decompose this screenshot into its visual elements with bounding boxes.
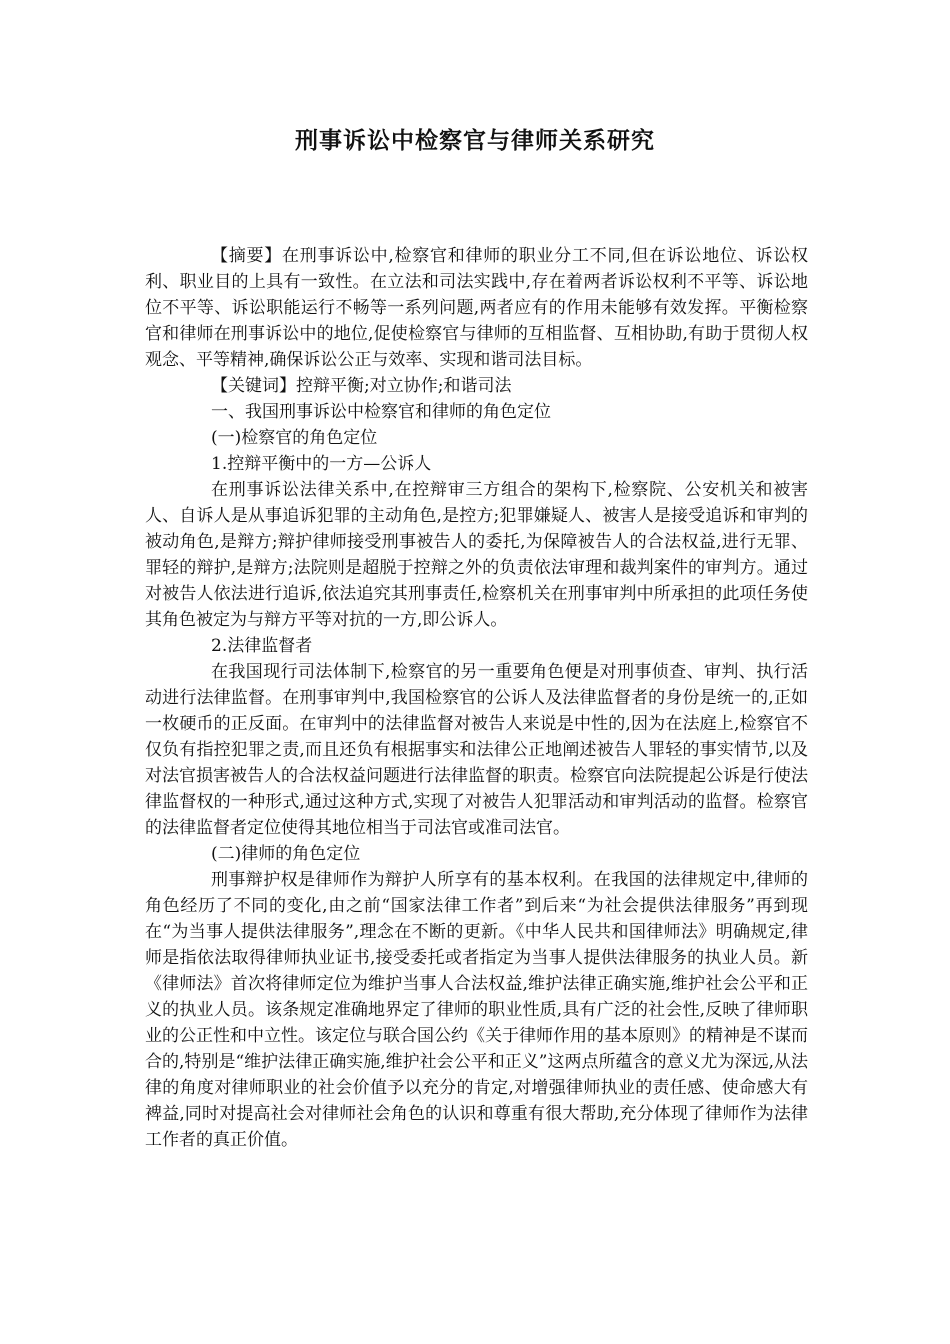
abstract-paragraph: 【摘要】在刑事诉讼中,检察官和律师的职业分工不同,但在诉讼地位、诉讼权利、职业目的上具有一致性。在立法和司法实践中,存在着两者诉讼权利不平等、诉讼地位不平等、诉讼职能运行不畅等一系列问题,两者应有的作用未能够有效发挥。平衡检察官和律师在刑事诉讼中的地位,促使检察官与律师的互相监督、互相协助,有助于贯彻人权观念、平等精神,确保诉讼公正与效率、实现和谐司法目标。 — [145, 246, 808, 370]
item-heading: 1.控辩平衡中的一方—公诉人 — [211, 454, 432, 474]
keywords-line: 【关键词】控辩平衡;对立协作;和谐司法 — [211, 376, 512, 396]
body-paragraph: 在我国现行司法体制下,检察官的另一重要角色便是对刑事侦查、审判、执行活动进行法律监督。在刑事审判中,我国检察官的公诉人及法律监督者的身份是统一的,正如一枚硬币的正反面。在审判中的法律监督对被告人来说是中性的,因为在法庭上,检察官不仅负有指控犯罪之责,而且还负有根据事实和法律公正地阐述被告人罪轻的事实情节,以及对法官损害被告人的合法权益问题进行法律监督的职责。检察官向法院提起公诉是行使法律监督权的一种形式,通过这种方式,实现了对被告人犯罪活动和审判活动的监督。检察官的法律监督者定位使得其地位相当于司法官或准司法官。 — [145, 662, 808, 838]
section-heading: 一、我国刑事诉讼中检察官和律师的角色定位 — [211, 402, 551, 422]
document-title: 刑事诉讼中检察官与律师关系研究 — [295, 128, 655, 154]
body-paragraph: 刑事辩护权是律师作为辩护人所享有的基本权利。在我国的法律规定中,律师的角色经历了不同的变化,由之前“国家法律工作者”到后来“为社会提供法律服务”再到现在“为当事人提供法律服务”,理念在不断的更新。《中华人民共和国律师法》明确规定,律师是指依法取得律师执业证书,接受委托或者指定为当事人提供法律服务的执业人员。新《律师法》首次将律师定位为维护当事人合法权益,维护法律正确实施,维护社会公平和正义的执业人员。该条规定准确地界定了律师的职业性质,具有广泛的社会性,反映了律师职业的公正性和中立性。该定位与联合国公约《关于律师作用的基本原则》的精神是不谋而合的,特别是“维护法律正确实施,维护社会公平和正义”这两点所蕴含的意义尤为深远,从法律的角度对律师职业的社会价值予以充分的肯定,对增强律师执业的责任感、使命感大有裨益,同时对提高社会对律师社会角色的认识和尊重有很大帮助,充分体现了律师作为法律工作者的真正价值。 — [145, 870, 808, 1150]
body-paragraph: 在刑事诉讼法律关系中,在控辩审三方组合的架构下,检察院、公安机关和被害人、自诉人是从事追诉犯罪的主动角色,是控方;犯罪嫌疑人、被害人是接受追诉和审判的被动角色,是辩方;辩护律师接受刑事被告人的委托,为保障被告人的合法权益,进行无罪、罪轻的辩护,是辩方;法院则是超脱于控辩之外的负责依法审理和裁判案件的审判方。通过对被告人依法进行追诉,依法追究其刑事责任,检察机关在刑事审判中所承担的此项任务使其角色被定为与辩方平等对抗的一方,即公诉人。 — [145, 480, 808, 630]
document-body — [145, 243, 808, 1153]
item-heading: 2.法律监督者 — [211, 636, 313, 656]
subsection-heading: (二)律师的角色定位 — [211, 844, 361, 864]
subsection-heading: (一)检察官的角色定位 — [211, 428, 378, 448]
